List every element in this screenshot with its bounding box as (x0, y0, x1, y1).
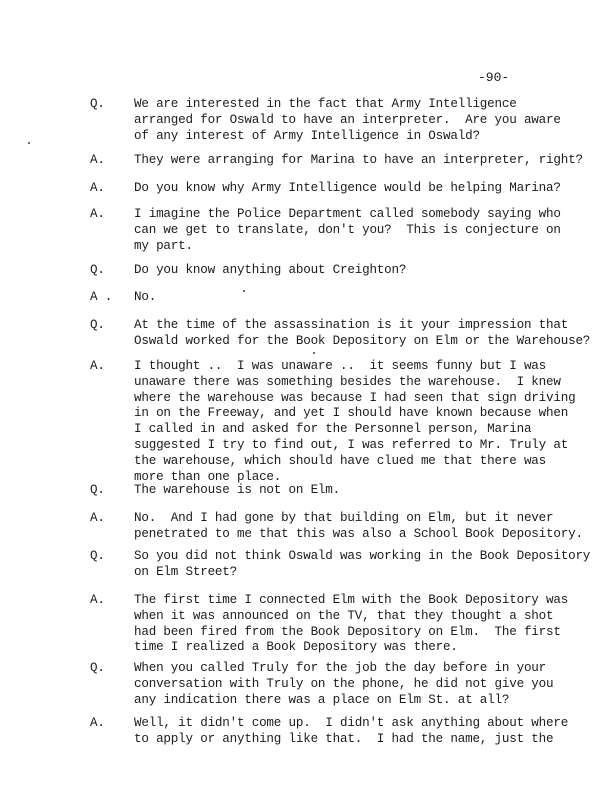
speaker-label: Q. (90, 318, 105, 332)
speaker-label: Q. (90, 97, 105, 111)
speaker-label: A. (90, 511, 105, 525)
speaker-label: A. (90, 359, 105, 373)
speaker-label: Q. (90, 661, 105, 675)
entry-text: At the time of the assassination is it your impression that Oswald worked for the Book Depository on Elm or the Warehouse? (134, 318, 591, 348)
speaker-label: Q. (90, 263, 105, 277)
entry-text: They were arranging for Marina to have an interpreter, right? (134, 153, 583, 167)
entry-text: Well, it didn't come up. I didn't ask anything about where to apply or anything like that. I had the name, just the (134, 716, 569, 746)
entry-text: When you called Truly for the job the day before in your conversation with Truly on the phone, he did not give you any indication there was a place on Elm St. at all? (134, 661, 554, 707)
speaker-label: A. (90, 716, 105, 730)
entry-text: I thought .. I was unaware .. it seems funny but I was unaware there was something besides the warehouse. I knew where the warehouse was because I had seen that sign driving in on the Freeway, and yet I should have known because when I called in and asked for the Personnel person, Marina suggested I try to find out, I was referred to Mr. Truly at the warehouse, which should have clued me that there was more than one place. (134, 359, 576, 484)
speaker-label: A . (90, 290, 113, 304)
speaker-label: Q. (90, 549, 105, 563)
entry-text: I imagine the Police Department called somebody saying who can we get to translate, don't you? This is conjecture on my part. (134, 207, 561, 253)
entry-text: So you did not think Oswald was working in the Book Depository on Elm Street? (134, 549, 591, 579)
scan-speck (243, 290, 245, 292)
speaker-label: A. (90, 181, 105, 195)
entry-text: No. And I had gone by that building on Elm, but it never penetrated to me that this was also a School Book Depository. (134, 511, 583, 541)
page-number: -90- (478, 70, 510, 85)
speaker-label: A. (90, 153, 105, 167)
speaker-label: A. (90, 207, 105, 221)
entry-text: We are interested in the fact that Army Intelligence arranged for Oswald to have an interpreter. Are you aware of any interest of Army Intelligence in Oswald? (134, 97, 561, 143)
scan-speck (28, 142, 30, 144)
entry-text: No. (134, 290, 157, 304)
entry-text: The warehouse is not on Elm. (134, 483, 341, 497)
entry-text: Do you know anything about Creighton? (134, 263, 407, 277)
speaker-label: A. (90, 593, 105, 607)
speaker-label: Q. (90, 483, 105, 497)
scan-speck (313, 352, 315, 354)
entry-text: The first time I connected Elm with the Book Depository was when it was announced on the TV, that they thought a shot had been fired from the Book Depository on Elm. The first time I realized a Book Depository was there. (134, 593, 569, 655)
entry-text: Do you know why Army Intelligence would be helping Marina? (134, 181, 561, 195)
